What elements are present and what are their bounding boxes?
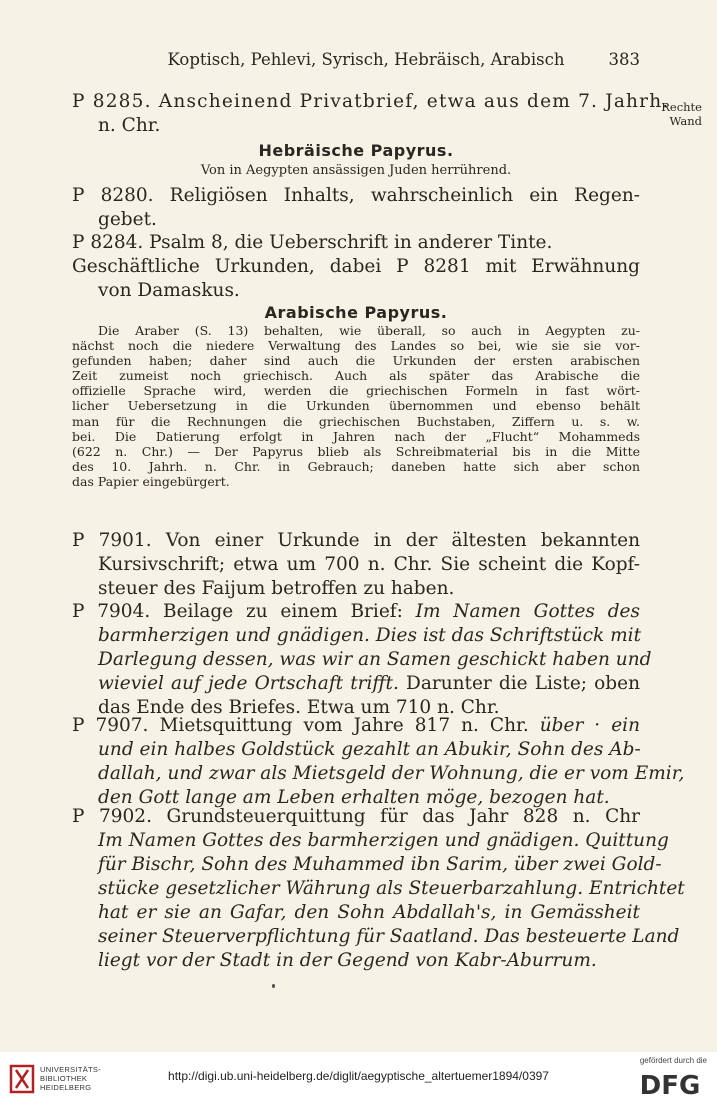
margin-note-line: Wand <box>669 114 702 128</box>
permalink-url[interactable]: http://digi.ub.uni-heidelberg.de/diglit/aegyptische_altertuemer1894/0397 <box>168 1069 549 1083</box>
intro-line: Zeit zumeist noch griechisch. Auch als später das Arabische die <box>72 368 640 384</box>
entry-p8284 <box>72 231 640 255</box>
entry-line: gebet. <box>98 209 157 230</box>
intro-line: des 10. Jahrh. n. Chr. in Gebrauch; daneben hatte sich aber schon <box>72 458 640 474</box>
entry-text: Darunter die Liste; oben <box>398 673 640 694</box>
quoted-text: stücke gesetzlicher Währung als Steuerbarzahlung. Entrichtet <box>98 878 685 899</box>
entry-line: P 8285. Anscheinend Privatbrief, etwa aus dem 7. Jahrh. <box>72 91 670 112</box>
running-head-title: Koptisch, Pehlevi, Syrisch, Hebräisch, Arabisch <box>167 50 565 69</box>
quoted-text: für Bischr, Sohn des Muhammed ibn Sarim, über zwei Gold- <box>98 854 662 875</box>
entry-text: P 7904. Beilage zu einem Brief: <box>72 601 416 622</box>
entry-line <box>72 672 640 696</box>
entry-p7907 <box>72 714 685 810</box>
running-head <box>72 50 640 74</box>
quoted-text: über · ein <box>539 715 640 736</box>
quoted-text: seiner Steuerverpflichtung für Saatland. Das besteuerte Land <box>98 926 680 947</box>
quoted-text: hat er sie an Gafar, den Sohn Abdallah's, in Gemässheit <box>98 902 640 923</box>
entry-line: Kursivschrift; etwa um 700 n. Chr. Sie scheint die Kopf- <box>98 554 640 575</box>
margin-note <box>646 100 702 128</box>
library-name-line: UNIVERSITÄTS- <box>40 1065 101 1074</box>
quoted-text: Darlegung dessen, was wir an Samen geschickt haben und <box>98 649 652 670</box>
entry-line <box>72 714 640 738</box>
intro-line: offizielle Sprache wird, werden die griechischen Formeln in fast wört- <box>72 383 640 399</box>
page-number: 383 <box>608 50 640 69</box>
entry-line: das Ende des Briefes. Etwa um 710 n. Chr. <box>98 697 500 718</box>
entry-p8280 <box>72 184 640 232</box>
library-name-line: HEIDELBERG <box>40 1083 92 1092</box>
quoted-text: Im Namen Gottes des <box>415 601 640 622</box>
footer-bar <box>0 1052 717 1104</box>
intro-line: (622 n. Chr.) — Der Papyrus blieb als Schreibmaterial bis in die Mitte <box>72 443 640 459</box>
entry-business-documents <box>72 255 640 303</box>
quoted-text: Im Namen Gottes des barmherzigen und gnädigen. Quittung <box>98 830 669 851</box>
entry-line <box>72 600 640 624</box>
entry-p7901 <box>72 529 640 601</box>
entry-line: n. Chr. <box>98 115 161 136</box>
section-subtitle-hebrew: Von in Aegypten ansässigen Juden herrührend. <box>200 163 512 178</box>
margin-note-line: Rechte <box>661 100 702 114</box>
quoted-text: wieviel auf jede Ortschaft trifft. <box>98 673 399 694</box>
entry-line: Geschäftliche Urkunden, dabei P 8281 mit Erwähnung <box>72 256 640 277</box>
quoted-text: den Gott lange am Leben erhalten möge, bezogen hat. <box>98 787 610 808</box>
entry-line: von Damaskus. <box>98 280 240 301</box>
library-name-line: BIBLIOTHEK <box>40 1074 88 1083</box>
ink-mark <box>272 984 275 988</box>
entry-line: steuer des Faijum betroffen zu haben. <box>98 578 455 599</box>
entry-p7904 <box>72 600 652 720</box>
entry-p8285 <box>72 90 670 138</box>
intro-line: bei. Die Datierung erfolgt in Jahren nach der „Flucht“ Mohammeds <box>72 428 640 444</box>
dfg-logo-text: DFG <box>639 1071 701 1098</box>
dfg-logo-icon <box>635 1070 705 1098</box>
section-heading-arabic: Arabische Papyrus. <box>264 303 448 322</box>
section-heading-hebrew: Hebräische Papyrus. <box>258 141 454 160</box>
funded-by-label: gefördert durch die <box>639 1056 707 1065</box>
entry-text: P 7907. Mietsquittung vom Jahre 817 n. Chr. <box>72 715 540 736</box>
quoted-text: barmherzigen und gnädigen. Dies ist das Schriftstück mit <box>98 625 642 646</box>
intro-line: licher Uebersetzung in die Urkunden übernommen und ebenso behält <box>72 398 640 414</box>
quoted-text: und ein halbes Goldstück gezahlt an Abukir, Sohn des Ab- <box>98 739 641 760</box>
intro-line: man für die Rechnungen die griechischen Buchstaben, Ziffern u. s. w. <box>72 413 640 429</box>
entry-p7902 <box>72 805 685 973</box>
quoted-text: liegt vor der Stadt in der Gegend von Kabr-Aburrum. <box>98 950 597 971</box>
intro-line: gefunden haben; daher sind auch die Urkunden der ersten arabischen <box>72 353 640 369</box>
entry-line: P 8284. Psalm 8, die Ueberschrift in anderer Tinte. <box>72 232 553 253</box>
entry-line: P 7901. Von einer Urkunde in der ältesten bekannten <box>72 530 640 551</box>
intro-line: Die Araber (S. 13) behalten, wie überall, so auch in Aegypten zu- <box>98 323 640 338</box>
intro-line: nächst noch die niedere Verwaltung des Landes so bei, wie sie sie vor- <box>72 338 640 354</box>
entry-line: P 7902. Grundsteuerquittung für das Jahr 828 n. Chr <box>72 806 640 827</box>
quoted-text: dallah, und zwar als Mietsgeld der Wohnung, die er vom Emir, <box>98 763 685 784</box>
entry-line: P 8280. Religiösen Inhalts, wahrscheinlich ein Regen- <box>72 185 640 206</box>
intro-line: das Papier eingebürgert. <box>72 473 230 489</box>
arabic-intro-paragraph <box>72 323 640 489</box>
